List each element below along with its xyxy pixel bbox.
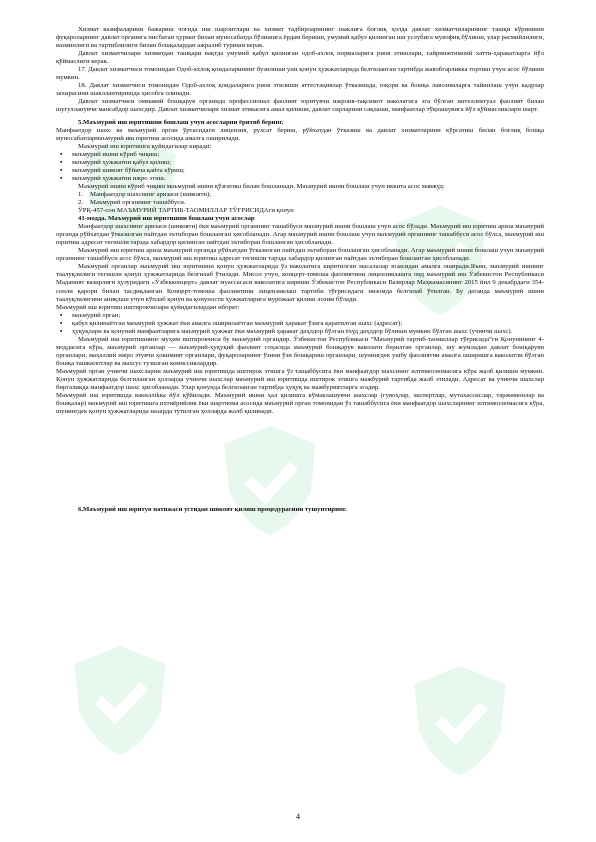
article-paragraph-1: Манфаатдор шахснинг аризаси (шикояти) ёки маъмурий органнинг ташаббуси маъмурий ишни бошлаш учун асос бўлади. Маъмурий иш юритиш ариза маъмурий органда рўйхатдан ўтказилган пайтдан эътиборан бошланган ҳисобланади. Агар маъмурий ишни бошлаш учун маъмурий органнинг ташаббуси асос бўлса, маъмурий иш юритиш адресат тегишли тарзда хабардор қилинган пайтдан эътиборан бошланган ҳисобланади.: [56, 223, 544, 247]
intro-paragraph-4: 18. Давлат хизматчиси томонидан Одоб-ахлоқ қоидаларига риоя этилиши аттестациялар ўтказишда, юқори ва бошқа лавозимларга тайинлаш учун кадрлар захирасини шакллантиришда ҳисобга олинади.: [56, 82, 544, 98]
intro-paragraph-2: Давлат хизматчилари хизматдан ташқари вақтда умумий қабул қилинган одоб-ахлоқ нормаларига риоя этишлари, ғайриижтимоий хатти-ҳаракатларга йўл қўймаслиги керак.: [56, 50, 544, 66]
article-paragraph-2: Маъмурий иш юритиш ариза маъмурий органда рўйхатдан ўтказилган пайтдан эътиборан бошланган ҳисобланади. Агар маъмурий ишни бошлаш учун маъмурий органнинг ташаббуси асос бўлса, маъмурий иш юритиш адресат тегишли тарзда хабардор қилинган пайтдан эътиборан бошланган ҳисобланади.: [56, 247, 544, 263]
participants-intro: Маъмурий иш юритиш иштирокчилари қуйидагилардан иборат:: [56, 303, 240, 311]
section-5-paragraph-1: Манфаатдор шахс ва маъмурий орган ўртасидаги лицензия, рухсат бериш, рўйхатдан ўтказиш ва давлат хизматларини кўрсатиш билан боғлиқ бошқа муносабатлармаъмурий иш юритиш асосида амалга оширилади.: [56, 126, 544, 142]
closing-paragraph-3: Маъмурий иш юритишда вакиллikка йўл қўйилади. Маъмурий ишни ҳал қилишга кўмаклашувчи шахслар (гувоҳлар, экспертлар, мутахассислар, таржимонлар ва бошқалар) маъмурий иш юритишга ихтиёрийлик ёки шартнома асосида маъмурий орган томонидан ўз ташаббусига ёки манфаатдор шахсларнинг илтимосномасига кўра, шунингдек қонун ҳужжатларида назарда тутилган ҳолларда жалб қилинади.: [56, 392, 544, 416]
closing-paragraph-1: Маъмурий иш юритишнинг муҳим иштирокчиси бу маъмурий органдир. Ўзбекистон Республикаси “Маъмурий тартиб-таомиллар тўғрисида”ги Қонунининг 4-моддасига кўра, маъмурий органлар — маъмурий-ҳуқуқий фаолият соҳасида маъмурий бошқарув ваколати берилган органлар, шу жумладан давлат бошқаруви органлари, маҳаллий ижро этувчи ҳокимият органлари, фуқароларнинг ўзини ўзи бошқариш органлари, шунингдек ушбу фаолиятни амалга оширишга ваколатли бўлган бошқа ташкилотлар ва махсус тузилган комиссиялардир.: [56, 335, 544, 367]
proceedings-list: [56, 151, 544, 183]
participants-list: [56, 312, 544, 336]
intro-paragraph-3: 17. Давлат хизматчиси томонидан Одоб-ахлоқ қоидаларининг бузилиши уни қонун ҳужжатларида белгиланган тартибда жавобгарликка тортиш учун асос бўлиши мумкин.: [56, 66, 544, 82]
list-item: 2. Маъмурий органнинг ташаббуси.: [78, 198, 186, 206]
grounds-list: [56, 191, 544, 207]
list-item: ▪ маъмурий ҳужжатни қабул қилиш;: [60, 158, 171, 166]
list-item: ▪ маъмурий ҳужжатни ижро этиш.: [60, 174, 166, 182]
section-5-paragraph-2: Маъмурий иш юритишга қуйидагилар киради:: [78, 142, 212, 150]
section-6-heading: 6.Маъмурий иш юритув натижаси устидан шикоят қилиш процедурасини тушунтиринг.: [78, 506, 347, 514]
shield-check-icon: [60, 640, 180, 760]
page-number: 4: [296, 812, 300, 821]
section-5-paragraph-3: Маъмурий ишни кўриб чиқиш маъмурий ишни қўзғатиш билан бошланади. Маъмурий ишни бошлаш учун иккита асос мавжуд:: [78, 182, 445, 190]
list-item: ▪ ҳуқуқлари ва қонуний манфаатларига маъмурий ҳужжат ёки маъмурий ҳаракат даҳлдор бўлган ёхуд даҳлдор бўлиши мумкин бўлган шахс (учинчи шахс).: [60, 327, 513, 335]
list-item: ▪ қабул қилинаётган маъмурий ҳужжат ёки амалга оширилаётган маъмурий ҳаракат ўзига қаратилган шахс (адресат);: [60, 319, 403, 327]
intro-paragraph-5: Давлат хизматчиси оммавий бошқарув органида профессионал фаолият юритувчи ижроия-тақсимот ваколатига эга бўлган интеллектуал фаолият билан шуғулланувчи мансабдор шахсдир. Давлат хизматчилари хизмат этикасига амал қилиши, давлат сирларини сақлаши, манфаатлар тўқнашувига йўл қўймасликлари шарт.: [56, 98, 544, 114]
list-item: ▪ маъмурий орган;: [60, 311, 121, 319]
law-title: ЎРҚ-457-сон МАЪМУРИЙ ТАРТИБ-ТАОМИЛЛАР ТЎҒРИСИДАги қонун: [78, 207, 294, 215]
shield-check-icon: [400, 660, 520, 780]
list-item: 1. Манфаатдор шахснинг аризаси (шикояти);: [78, 190, 212, 198]
list-item: ▪ маъмурий шикоят бўйича қайта кўриш;: [60, 166, 185, 174]
document-page: [56, 26, 544, 514]
list-item: ▪ маъмурий ишни кўриб чиқиш;: [60, 150, 160, 158]
section-5-heading: 5.Маъмурий иш юритишни бошлаш учун асосларни ёритиб беринг.: [78, 118, 284, 126]
article-heading: 41-модда. Маъмурий иш юритишни бошлаш учун асослар: [78, 215, 255, 223]
article-paragraph-3: Маъмурий органлар маъмурий иш юритишни қонун ҳужжатларида ўз ваколатига киритилган масалалар юзасидан амалга оширади.Яъни, маъмурий ишнинг таалуқлилиги тегишли қонун ҳужжатларида белгилаб ўтилади. Мисол учун, концерт-томоша фаолиятини лицензиялашга оид маъмурий иш Ўзбекистон Республикаси Маданият вазирлиги ҳузуридаги «Ўзбекконцерт» давлат муассасаси ваколатига кириши Ўзбекистон Республикаси Вазирлар Маҳкамасининг 2015 йил 9 декабрдаги 354-сонли қарори билан тасдиқланган Концерт-томоша фаолиятини лицензиялаш тартиби тўғрисидаги низомда белгилаб ўтилган. Бу деганда маъмурий ишни таалуқлилигини аниқлаш учун кўплаб қонун ва қонуности ҳужжатларига мурожаат қилиш лозим бўлади.: [56, 263, 544, 303]
intro-paragraph-1: Хизмат вазифаларини бажариш чоғида иш шароитлари ва хизмат тадбирларининг шаклига боғлиқ ҳолда давлат хизматчиларининг ташқи кўриниши фуқароларнинг давлат органига нисбатан ҳурмат билан муносабатда бўлишига ёрдам бериши, умумий қабул қилинган иш услубига мувофиқ бўлиши, улар расмийлилиги, вазминлиги ва тартиблилиги билан бошқалардан ажралиб туриши керак.: [56, 26, 544, 50]
closing-paragraph-2: Маъмурий орган учинчи шахсларни маъмурий иш юритишда иштирок этишга ўз ташаббусига ёки манфаатдор шахснинг илтимосномасига кўра жалб қилиши мумкин. Қонун ҳужжатларида белгиланган ҳолларда учинчи шахслар маъмурий иш юритишда иштирок этишга мажбурий тартибда жалб этилади. Адресат ва учинчи шахслар биргаликда манфаатдор шахс ҳисобланади. Улар қонунда белгиланган тартибда ҳуқуқ ва мажбуриятларга эгадир.: [56, 367, 544, 392]
